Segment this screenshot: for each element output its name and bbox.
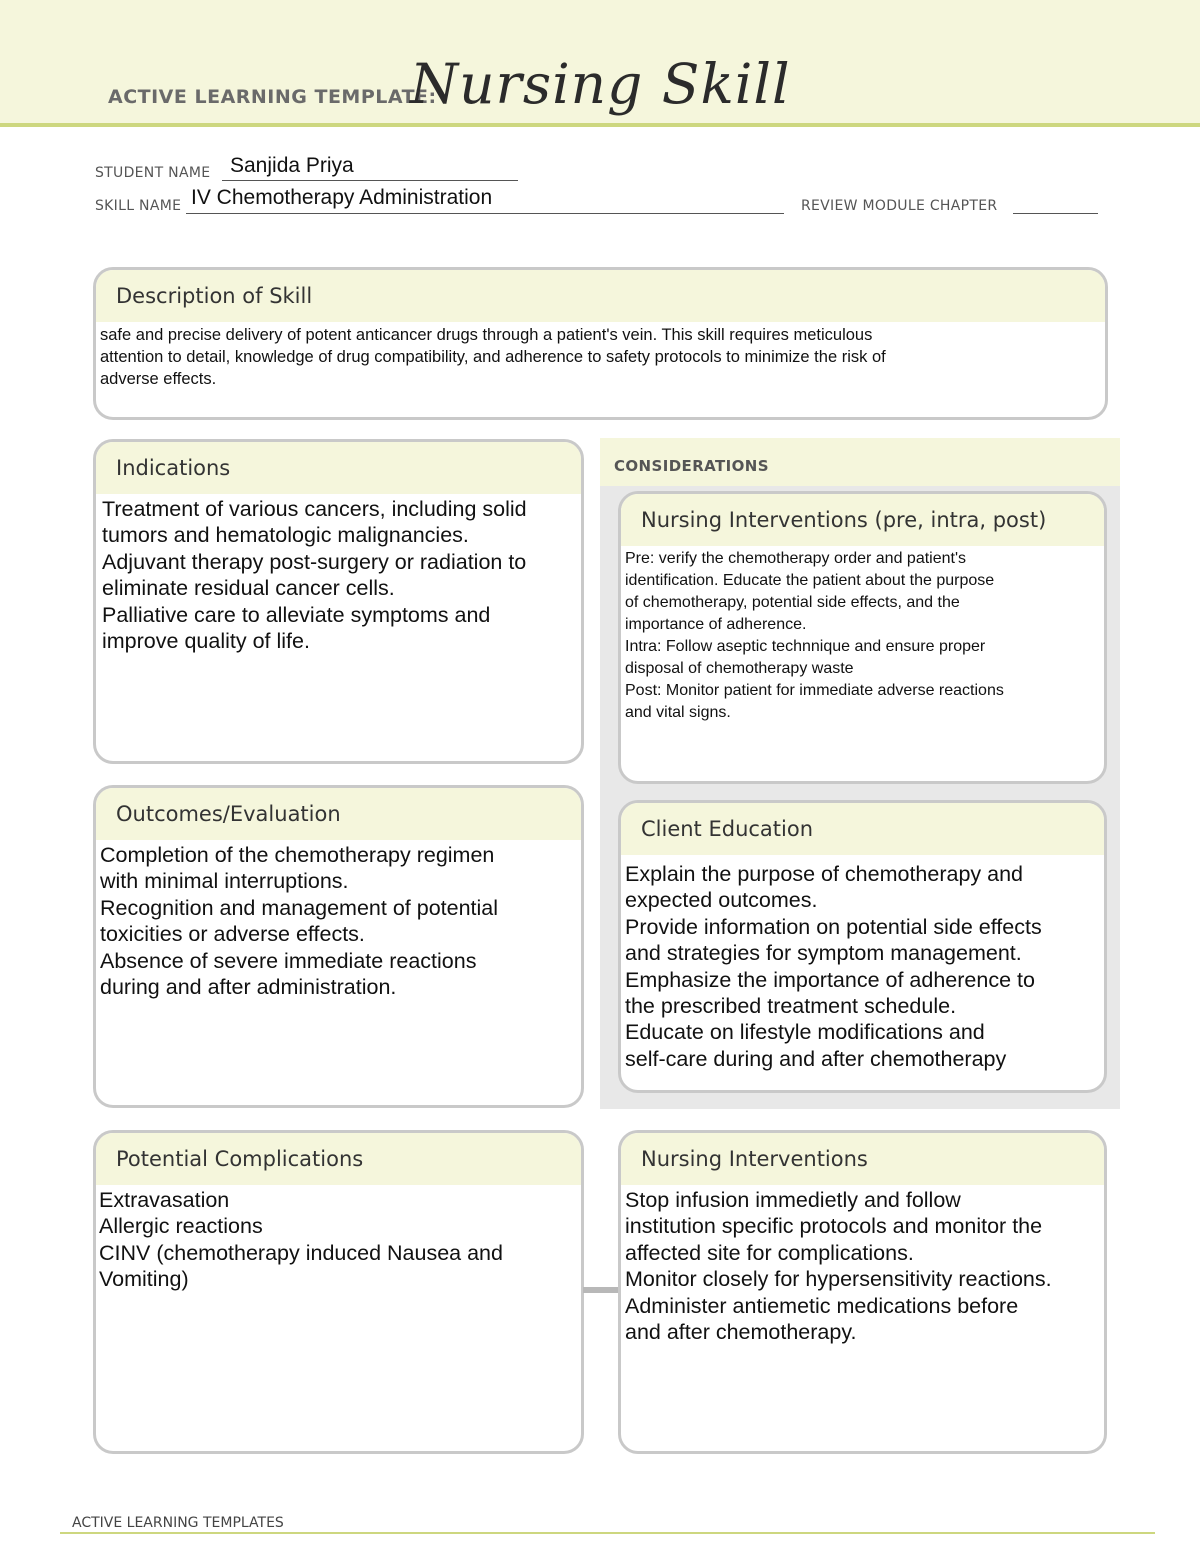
nursing-interventions-pip-line: Pre: verify the chemotherapy order and patient's	[625, 550, 967, 567]
indications-line: improve quality of life.	[102, 629, 310, 654]
student-name-label: STUDENT NAME	[95, 165, 211, 181]
nursing-interventions-line: institution specific protocols and monitor the	[625, 1214, 1043, 1239]
nursing-interventions-pip-body	[621, 546, 1104, 724]
client-education-line: Emphasize the importance of adherence to	[625, 967, 1035, 992]
header-rule	[0, 123, 1200, 127]
outcomes-line: with minimal interruptions.	[100, 869, 349, 894]
nursing-interventions-pip-line: disposal of chemotherapy waste	[625, 660, 854, 677]
nursing-interventions-pip-box	[618, 491, 1107, 784]
nursing-interventions-line: affected site for complications.	[625, 1240, 914, 1265]
outcomes-box	[93, 785, 584, 1108]
client-education-body	[621, 855, 1104, 1072]
review-module-field[interactable]	[1013, 213, 1098, 214]
student-name-field[interactable]: Sanjida Priya	[230, 154, 354, 177]
client-education-line: Educate on lifestyle modifications and	[625, 1020, 985, 1045]
client-education-line: the prescribed treatment schedule.	[625, 994, 957, 1019]
nursing-interventions-pip-line: Post: Monitor patient for immediate adverse reactions	[625, 682, 1004, 699]
outcomes-line: during and after administration.	[100, 975, 397, 1000]
description-line: attention to detail, knowledge of drug compatibility, and adherence to safety protocols to minimize the risk of	[100, 348, 886, 366]
template-label: ACTIVE LEARNING TEMPLATE:	[108, 86, 437, 108]
indications-line: eliminate residual cancer cells.	[102, 576, 395, 601]
indications-heading: Indications	[96, 442, 581, 494]
nursing-interventions-body	[621, 1185, 1104, 1345]
indications-box	[93, 439, 584, 764]
nursing-interventions-box	[618, 1130, 1107, 1454]
nursing-interventions-pip-line: and vital signs.	[625, 704, 731, 721]
nursing-interventions-pip-line: identification. Educate the patient about the purpose	[625, 572, 995, 589]
nursing-interventions-pip-line: importance of adherence.	[625, 616, 807, 633]
student-name-underline	[222, 180, 518, 181]
box-connector	[583, 1287, 620, 1293]
indications-line: tumors and hematologic malignancies.	[102, 523, 469, 548]
skill-name-label: SKILL NAME	[95, 198, 182, 214]
outcomes-heading: Outcomes/Evaluation	[96, 788, 581, 840]
client-education-box	[618, 800, 1107, 1093]
outcomes-line: toxicities or adverse effects.	[100, 922, 365, 947]
description-body	[96, 322, 1105, 390]
outcomes-line: Completion of the chemotherapy regimen	[100, 843, 495, 867]
skill-name-underline	[186, 213, 784, 214]
outcomes-body	[96, 840, 581, 1000]
complications-line: CINV (chemotherapy induced Nausea and	[99, 1240, 503, 1265]
nursing-interventions-heading: Nursing Interventions	[621, 1133, 1104, 1185]
nursing-interventions-line: and after chemotherapy.	[625, 1320, 857, 1345]
review-module-label: REVIEW MODULE CHAPTER	[801, 198, 998, 214]
nursing-interventions-line: Monitor closely for hypersensitivity reactions.	[625, 1267, 1052, 1292]
complications-line: Extravasation	[99, 1188, 230, 1212]
page-title: Nursing Skill	[410, 52, 791, 116]
description-box	[93, 267, 1108, 420]
description-line: safe and precise delivery of potent anticancer drugs through a patient's vein. This skill requires meticulous	[100, 326, 873, 344]
complications-box	[93, 1130, 584, 1454]
outcomes-line: Recognition and management of potential	[100, 895, 499, 920]
client-education-line: expected outcomes.	[625, 888, 818, 913]
client-education-heading: Client Education	[621, 803, 1104, 855]
description-heading: Description of Skill	[96, 270, 1105, 322]
skill-name-field[interactable]: IV Chemotherapy Administration	[191, 186, 493, 209]
footer-rule	[60, 1532, 1155, 1534]
client-education-line: Provide information on potential side effects	[625, 914, 1042, 939]
outcomes-line: Absence of severe immediate reactions	[100, 948, 477, 973]
client-education-line: Explain the purpose of chemotherapy and	[625, 862, 1024, 886]
client-education-line: and strategies for symptom management.	[625, 941, 1022, 966]
nursing-interventions-pip-line: Intra: Follow aseptic technnique and ensure proper	[625, 638, 986, 655]
client-education-line: self-care during and after chemotherapy	[625, 1046, 1007, 1071]
complications-line: Vomiting)	[99, 1267, 189, 1292]
description-line: adverse effects.	[100, 370, 217, 388]
indications-line: Adjuvant therapy post-surgery or radiation to	[102, 549, 527, 574]
complications-line: Allergic reactions	[99, 1214, 263, 1239]
nursing-interventions-line: Administer antiemetic medications before	[625, 1293, 1019, 1318]
nursing-interventions-pip-heading: Nursing Interventions (pre, intra, post)	[621, 494, 1104, 546]
indications-line: Treatment of various cancers, including solid	[102, 497, 527, 521]
indications-line: Palliative care to alleviate symptoms and	[102, 602, 491, 627]
complications-body	[96, 1185, 581, 1293]
nursing-interventions-pip-line: of chemotherapy, potential side effects, and the	[625, 594, 960, 611]
footer-label: ACTIVE LEARNING TEMPLATES	[72, 1515, 284, 1531]
nursing-interventions-line: Stop infusion immedietly and follow	[625, 1188, 961, 1212]
considerations-label: CONSIDERATIONS	[614, 457, 769, 475]
complications-heading: Potential Complications	[96, 1133, 581, 1185]
indications-body	[96, 494, 581, 654]
